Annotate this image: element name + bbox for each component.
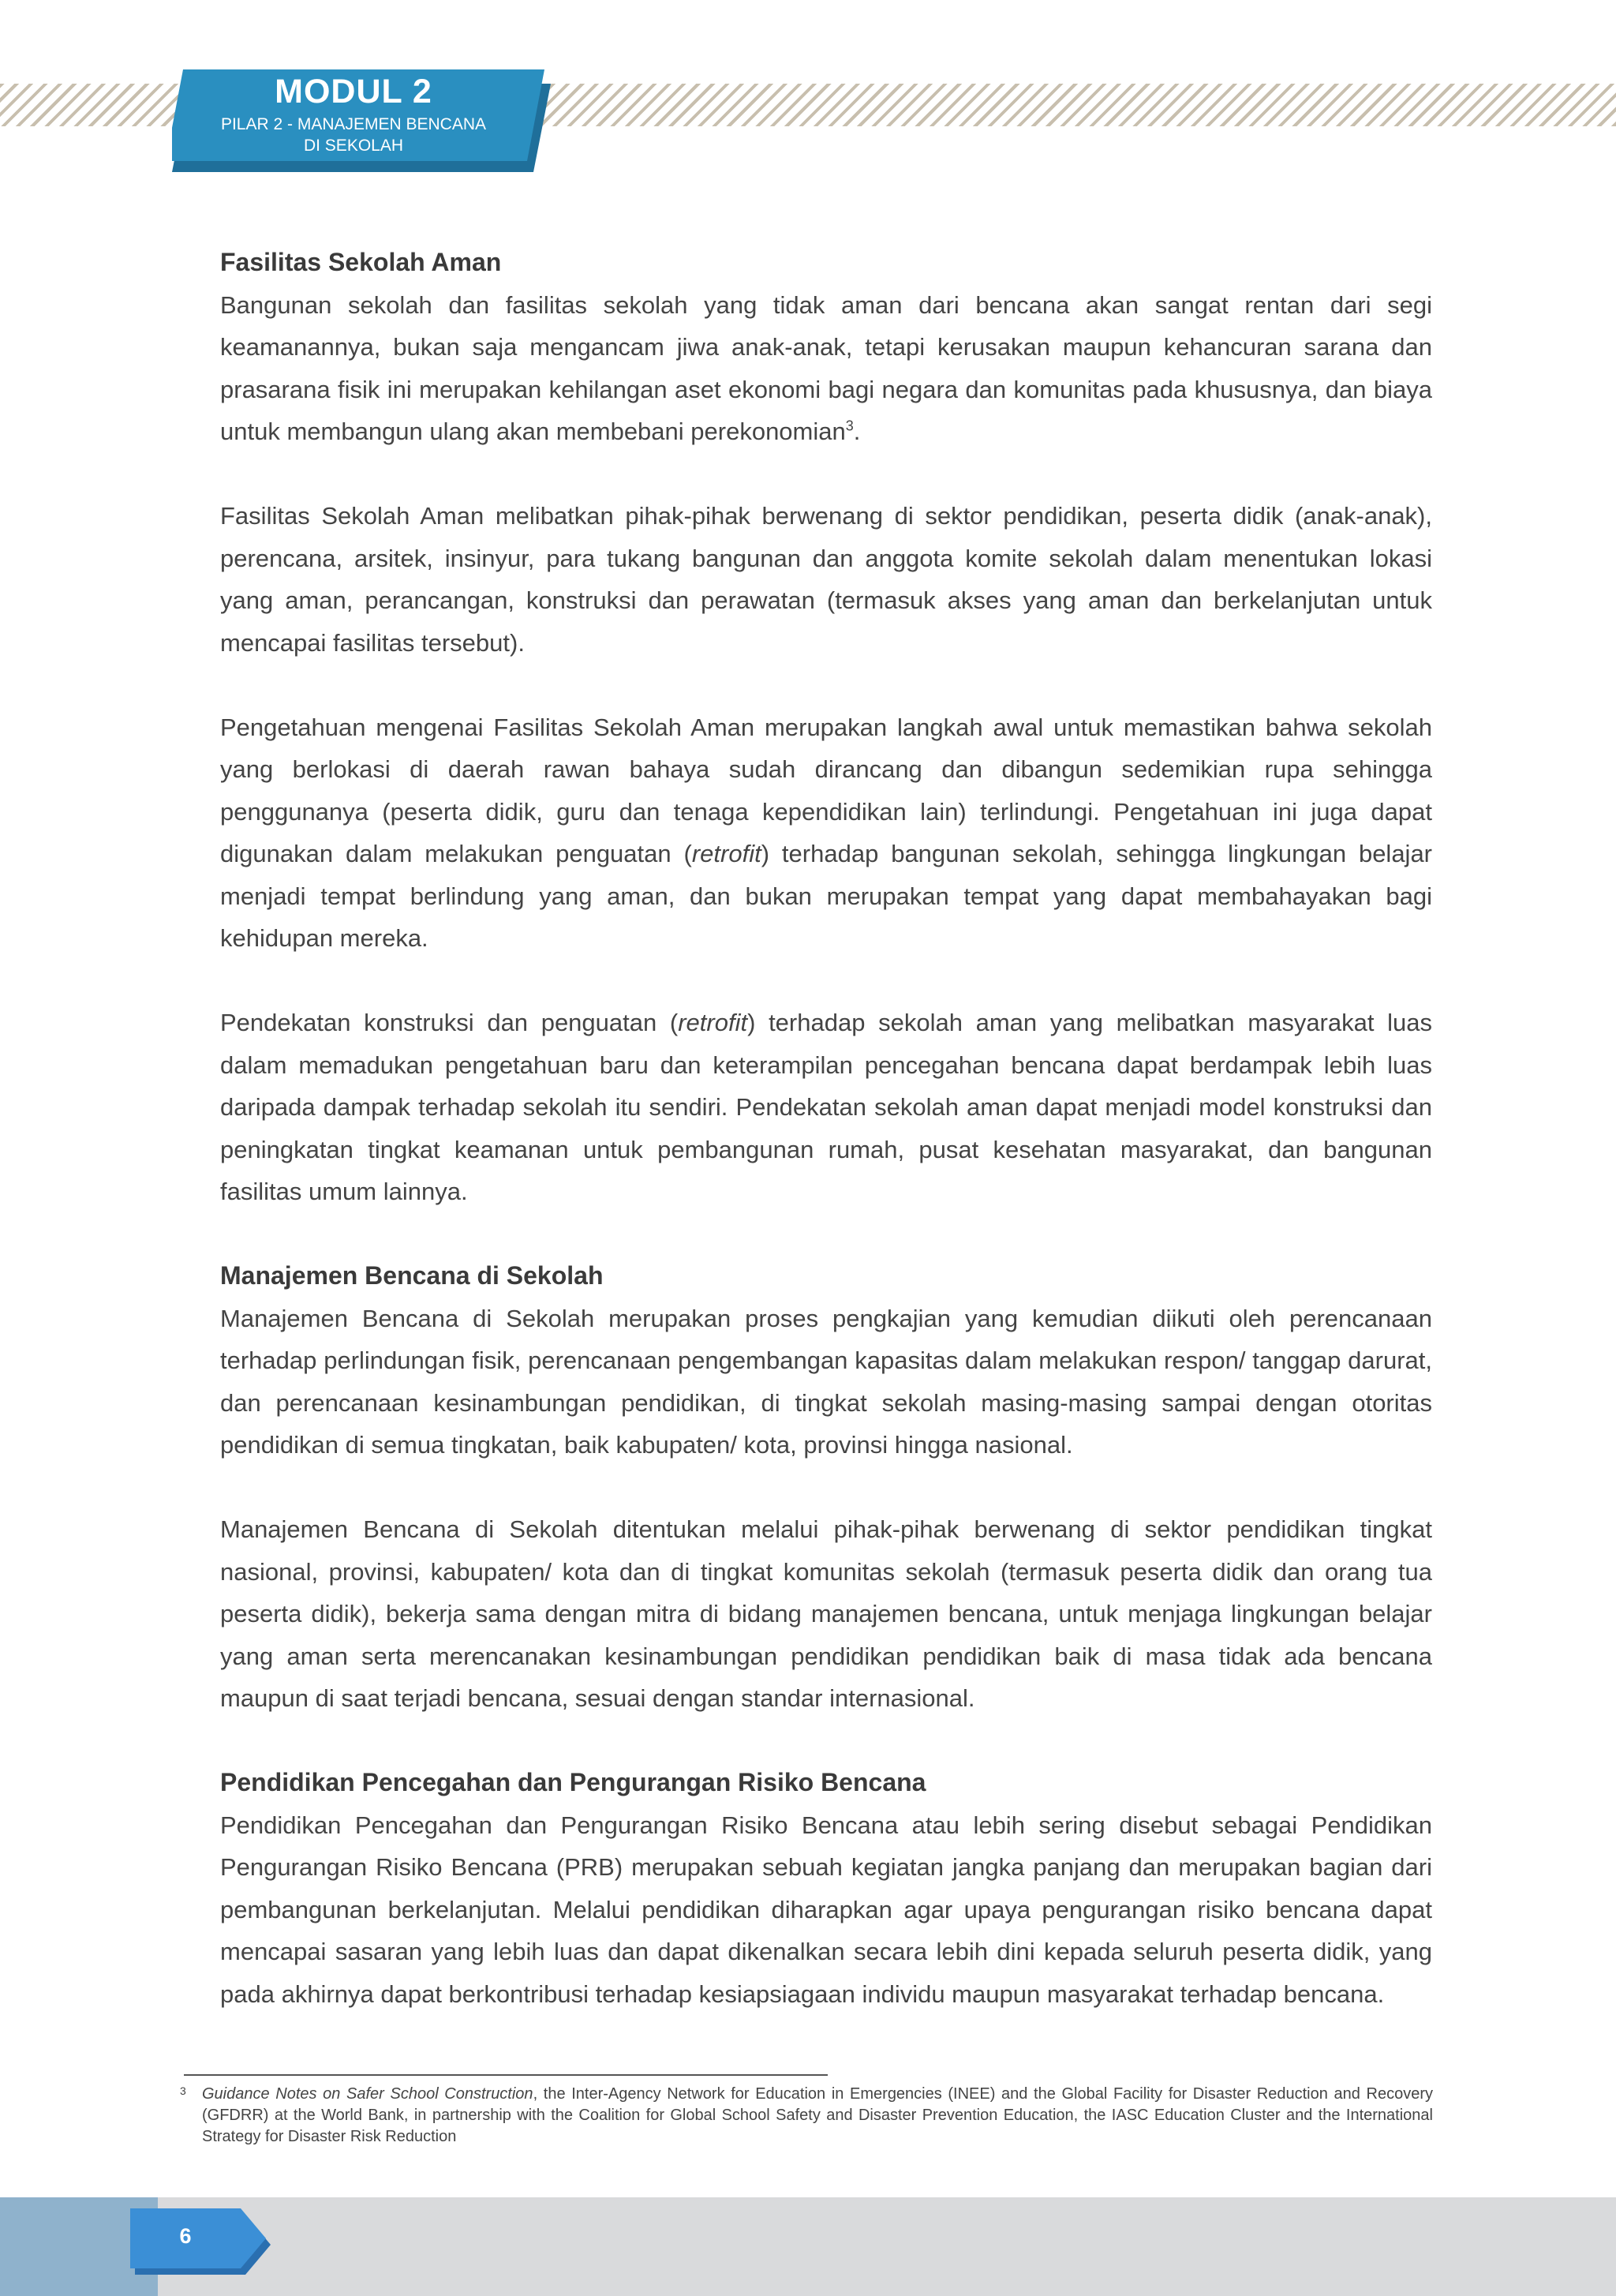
module-subtitle-line-1: PILAR 2 - MANAJEMEN BENCANA xyxy=(220,115,487,133)
paragraph-text: ) terhadap sekolah aman yang melibatkan masyarakat luas dalam memadukan pengetahuan baru dan keterampilan pencegahan bencana dapat berdampak lebih luas daripada dampak terhadap sekolah itu sendiri. Pendekatan sekolah aman dapat menjadi model konstruksi dan peningkatan tingkat keamanan untuk pembangunan rumah, pusat kesehatan masyarakat, dan bangunan fasilitas umum lainnya. xyxy=(220,1009,1432,1205)
module-badge xyxy=(172,69,551,172)
section-fasilitas-sekolah-aman xyxy=(220,242,1432,1213)
section-pendidikan-prb xyxy=(220,1762,1432,2015)
paragraph: Pendidikan Pencegahan dan Pengurangan Risiko Bencana atau lebih sering disebut sebagai Pendidikan Pengurangan Risiko Bencana (PRB) merupakan sebuah kegiatan jangka panjang dan merupakan bagian dari pembangunan berkelanjutan. Melalui pendidikan diharapkan agar upaya pengurangan risiko bencana dapat mencapai sasaran yang lebih luas dan dapat dikenalkan secara lebih dini kepada seluruh peserta didik, yang pada akhirnya dapat berkontribusi terhadap kesiapsiagaan individu maupun masyarakat terhadap bencana. xyxy=(220,1811,1432,2008)
paragraph xyxy=(220,706,1432,960)
footnote-reference: 3 xyxy=(845,418,854,434)
spacer xyxy=(220,1466,1432,1509)
paragraph xyxy=(220,1002,1432,1213)
footnote-title: Guidance Notes on Safer School Construction xyxy=(202,2085,533,2103)
paragraph-text: ) terhadap bangunan sekolah, sehingga lingkungan belajar menjadi tempat berlindung yang aman, dan bukan merupakan tempat yang dapat membahayakan bagi kehidupan mereka. xyxy=(220,840,1433,952)
footnote-divider xyxy=(184,2074,828,2076)
paragraph: Manajemen Bencana di Sekolah merupakan proses pengkajian yang kemudian diikuti oleh perencanaan terhadap perlindungan fisik, perencanaan pengembangan kapasitas dalam melakukan respon/ tanggap darurat, dan perencanaan kesinambungan pendidikan, di tingkat sekolah masing-masing sampai dengan otoritas pendidikan di semua tingkatan, baik kabupaten/ kota, provinsi hingga nasional. xyxy=(220,1304,1432,1459)
paragraph-end: . xyxy=(853,418,861,445)
main-content xyxy=(220,242,1432,2015)
spacer xyxy=(220,453,1432,496)
spacer xyxy=(220,664,1432,706)
paragraph-text: Bangunan sekolah dan fasilitas sekolah yang tidak aman dari bencana akan sangat rentan dari segi keamanannya, bukan saja mengancam jiwa anak-anak, tetapi kerusakan maupun kehancuran sarana dan prasarana fisik ini merupakan kehilangan aset ekonomi bagi negara dan komunitas pada khususnya, dan biaya untuk membangun ulang akan membebani perekonomian xyxy=(220,290,1432,445)
footnote-body: , the Inter-Agency Network for Education in Emergencies (INEE) and the Global Facility for Disaster Reduction and Recovery (GFDRR) at the World Bank, in partnership with the Coalition for Global School Safety and Disaster Prevention Education, the IASC Education Cluster and the International Strategy for Disaster Risk Reduction xyxy=(202,2085,1433,2145)
module-subtitle xyxy=(172,114,535,156)
paragraph: Fasilitas Sekolah Aman melibatkan pihak-pihak berwenang di sektor pendidikan, peserta didik (anak-anak), perencana, arsitek, insinyur, para tukang bangunan dan anggota komite sekolah dalam menentukan lokasi yang aman, perancangan, konstruksi dan perawatan (termasuk akses yang aman dan berkelanjutan untuk mencapai fasilitas tersebut). xyxy=(220,502,1432,657)
paragraph-text: Pendekatan konstruksi dan penguatan ( xyxy=(220,1009,679,1036)
spacer xyxy=(220,1720,1432,1762)
section-heading: Pendidikan Pencegahan dan Pengurangan Risiko Bencana xyxy=(220,1768,926,1796)
footnote-text xyxy=(202,2084,1433,2148)
footnote-number: 3 xyxy=(180,2084,186,2097)
italic-term: retrofit xyxy=(678,1009,748,1036)
spacer xyxy=(220,1213,1432,1256)
section-heading: Fasilitas Sekolah Aman xyxy=(220,248,502,276)
spacer xyxy=(220,960,1432,1002)
paragraph-text: Pengetahuan mengenai Fasilitas Sekolah Aman merupakan langkah awal untuk memastikan bahwa sekolah yang berlokasi di daerah rawan bahaya sudah dirancang dan dibangun sedemikian rupa sehingga penggunanya (peserta didik, guru dan tenaga kependidikan lain) terlindungi. Pengetahuan ini juga dapat digunakan dalam melakukan penguatan ( xyxy=(220,713,1432,867)
italic-term: retrofit xyxy=(691,840,761,867)
paragraph: Manajemen Bencana di Sekolah ditentukan melalui pihak-pihak berwenang di sektor pendidikan tingkat nasional, provinsi, kabupaten/ kota dan di tingkat komunitas sekolah (termasuk peserta didik dan orang tua peserta didik), bekerja sama dengan mitra di bidang manajemen bencana, untuk menjaga lingkungan belajar yang aman serta merencanakan kesinambungan pendidikan pendidikan baik di masa tidak ada bencana maupun di saat terjadi bencana, sesuai dengan standar internasional. xyxy=(220,1515,1432,1712)
module-subtitle-line-2: DI SEKOLAH xyxy=(303,137,404,155)
section-heading: Manajemen Bencana di Sekolah xyxy=(220,1261,604,1290)
footnote xyxy=(180,2084,1433,2148)
section-manajemen-bencana xyxy=(220,1255,1432,1720)
module-title: MODUL 2 xyxy=(275,73,432,110)
paragraph xyxy=(220,284,1432,453)
page-number: 6 xyxy=(179,2224,192,2248)
